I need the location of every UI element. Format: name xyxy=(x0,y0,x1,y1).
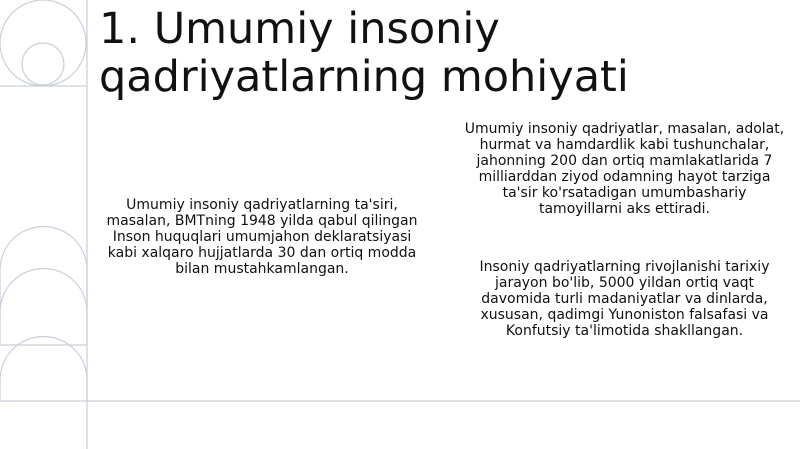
right-top-text-block: Umumiy insoniy qadriyatlar, masalan, adolat, hurmat va hamdardlik kabi tushunchalar, jahonning 200 dan ortiq mamlakatlarida 7 milliarddan ziyod odamning hayot tarziga ta'sir ko'rsatadigan umumbashariy tamoyillarni aks ettiradi. xyxy=(464,121,785,217)
arch-decoration-upper xyxy=(0,226,87,320)
arch-decoration-lower xyxy=(0,269,87,346)
right-bottom-text-block: Insoniy qadriyatlarning rivojlanishi tarixiy jarayon bo'lib, 5000 yildan ortiq vaqt davomida turli madaniyatlar va dinlarda, xususan, qadimgi Yunoniston falsafasi va Konfutsiy ta'limotida shakllangan. xyxy=(479,259,770,339)
slide-title-line-2: qadriyatlarning mohiyati xyxy=(99,52,629,102)
left-text-block: Umumiy insoniy qadriyatlarning ta'siri, masalan, BMTning 1948 yilda qabul qilingan Inson huquqlari umumjahon deklaratsiyasi kabi xalqaro hujjatlarda 30 dan ortiq modda bilan mustahkamlangan. xyxy=(106,197,418,277)
slide-title-line-1: 1. Umumiy insoniy xyxy=(99,4,500,54)
small-circle-decoration xyxy=(22,43,64,85)
slide-title xyxy=(99,5,739,101)
arch-decoration-base xyxy=(0,337,87,402)
